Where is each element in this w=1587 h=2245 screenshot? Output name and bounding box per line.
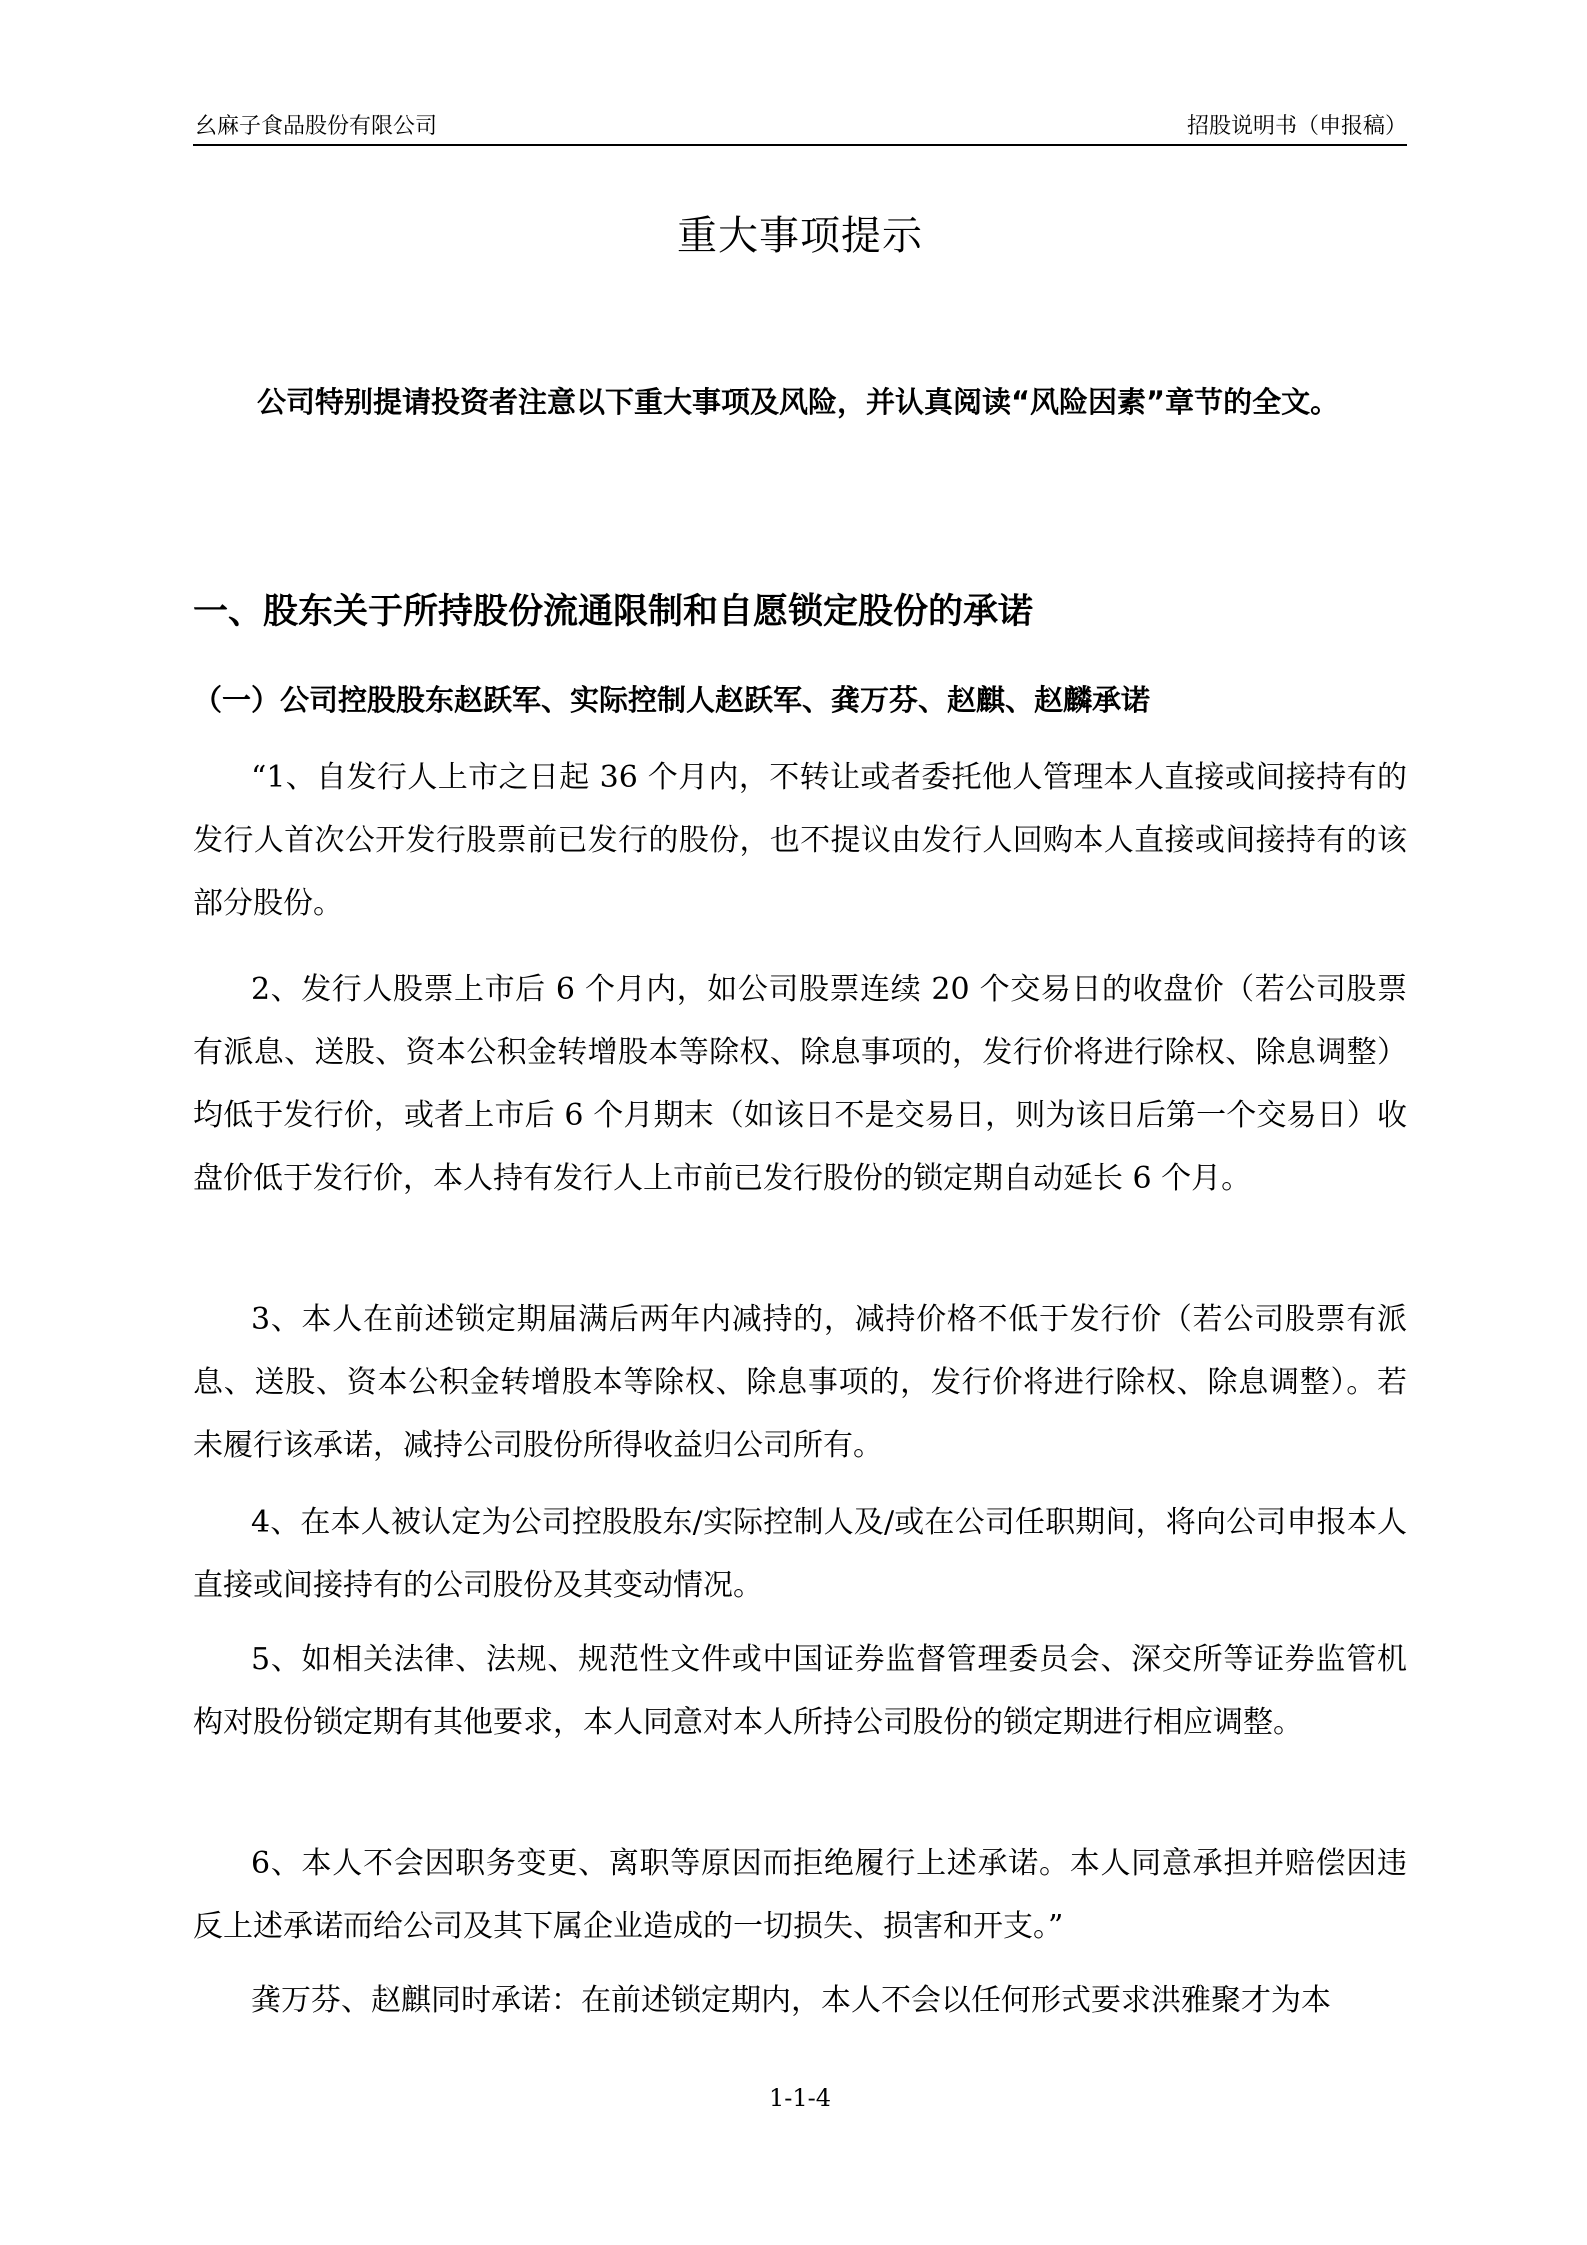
body-paragraph-4: 4、在本人被认定为公司控股股东/实际控制人及/或在公司任职期间，将向公司申报本人直接或间接持有的公司股份及其变动情况。 — [193, 1505, 1407, 1603]
notice-paragraph: 公司特别提请投资者注意以下重大事项及风险，并认真阅读“风险因素”章节的全文。 — [257, 385, 1340, 419]
body-paragraph-5: 5、如相关法律、法规、规范性文件或中国证券监督管理委员会、深交所等证券监管机构对股份锁定期有其他要求，本人同意对本人所持公司股份的锁定期进行相应调整。 — [193, 1642, 1407, 1740]
page-number: 1-1-4 — [768, 2084, 832, 2112]
body-paragraph-2: 2、发行人股票上市后 6 个月内，如公司股票连续 20 个交易日的收盘价（若公司股票有派息、送股、资本公积金转增股本等除权、除息事项的，发行价将进行除权、除息调整）均低于发行价，或者上市后 6 个月期末（如该日不是交易日，则为该日后第一个交易日）收盘价低于发行价，本人持有发行人上市前已发行股份的锁定期自动延长 6 个月。 — [193, 972, 1407, 1196]
page-header — [193, 110, 1407, 146]
section-heading: 一、股东关于所持股份流通限制和自愿锁定股份的承诺 — [193, 592, 1034, 632]
header-document-type: 招股说明书（申报稿） — [1186, 114, 1407, 139]
page-title: 重大事项提示 — [677, 213, 923, 259]
body-paragraph-1: “1、自发行人上市之日起 36 个月内，不转让或者委托他人管理本人直接或间接持有的发行人首次公开发行股票前已发行的股份，也不提议由发行人回购本人直接或间接持有的该部分股份。 — [193, 760, 1407, 921]
body-paragraph-6: 6、本人不会因职务变更、离职等原因而拒绝履行上述承诺。本人同意承担并赔偿因违反上述承诺而给公司及其下属企业造成的一切损失、损害和开支。” — [193, 1846, 1407, 1944]
sub-section-heading: （一）公司控股股东赵跃军、实际控制人赵跃军、龚万芬、赵麒、赵麟承诺 — [193, 683, 1151, 717]
header-company-name: 幺麻子食品股份有限公司 — [195, 114, 438, 139]
body-paragraph-3: 3、本人在前述锁定期届满后两年内减持的，减持价格不低于发行价（若公司股票有派息、送股、资本公积金转增股本等除权、除息事项的，发行价将进行除权、除息调整）。若未履行该承诺，减持公司股份所得收益归公司所有。 — [193, 1302, 1407, 1463]
body-paragraph-7: 龚万芬、赵麒同时承诺：在前述锁定期内，本人不会以任何形式要求洪雅聚才为本 — [251, 1983, 1331, 2018]
